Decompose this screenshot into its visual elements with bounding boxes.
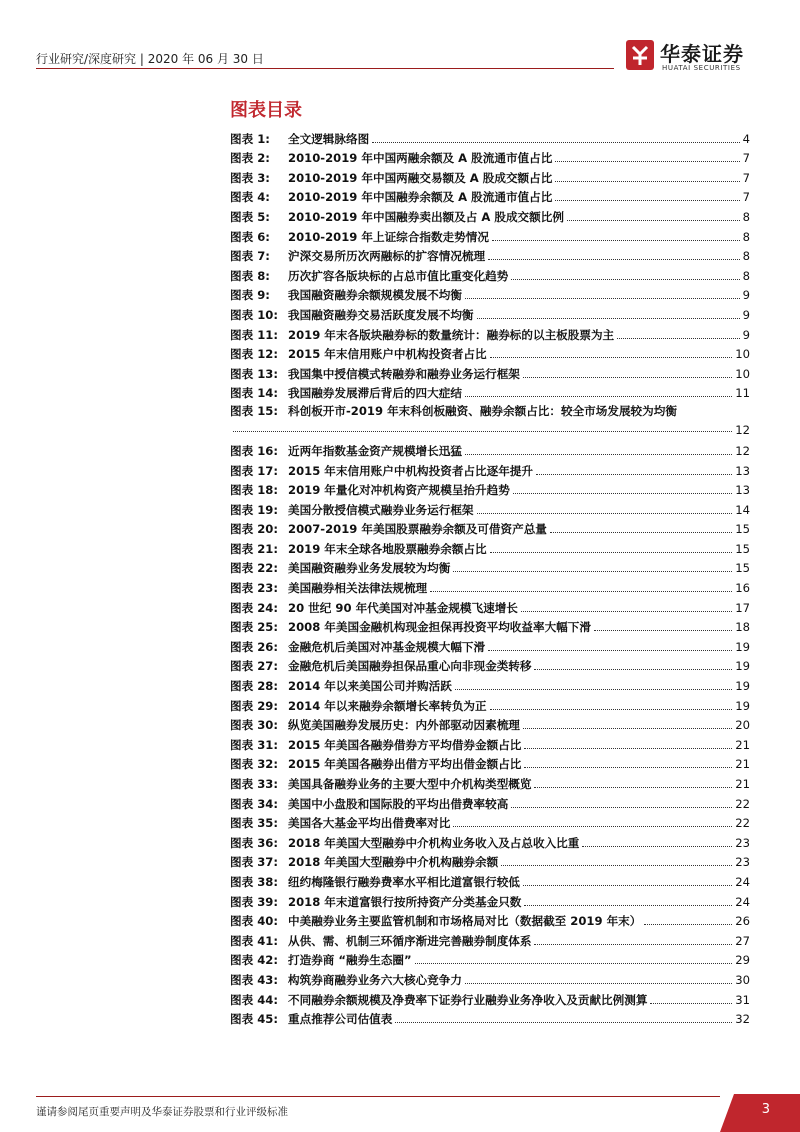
toc-entry-label: 图表 5: xyxy=(230,209,270,224)
toc-entry[interactable] xyxy=(230,146,750,166)
toc-entry[interactable] xyxy=(230,224,750,244)
toc-entry-page: 29 xyxy=(735,953,750,968)
toc-entry-title: 科创板开市-2019 年末科创板融资、融券余额占比：较全市场发展较为均衡 xyxy=(288,404,677,419)
toc-entry-title: 金融危机后美国对冲基金规模大幅下滑 xyxy=(288,639,486,654)
toc-entry-page: 4 xyxy=(742,131,750,146)
toc-entry[interactable] xyxy=(230,928,750,948)
toc-entry-page: 10 xyxy=(735,366,750,381)
toc-entry-page: 23 xyxy=(735,855,750,870)
toc-entry-title: 2015 年末信用账户中机构投资者占比 xyxy=(288,347,487,362)
toc-entry-label: 图表 24: xyxy=(230,600,278,615)
toc-entry[interactable] xyxy=(230,948,750,968)
toc-entry[interactable] xyxy=(230,400,750,438)
toc-entry-label: 图表 35: xyxy=(230,816,278,831)
toc-entry-title: 2015 年美国各融券出借方平均出借金额占比 xyxy=(288,757,522,772)
toc-entry-page: 9 xyxy=(742,288,750,303)
toc-entry-label: 图表 45: xyxy=(230,1012,278,1027)
toc-dot-leader xyxy=(395,1022,732,1023)
toc-entry-page: 7 xyxy=(742,190,750,205)
toc-entry-title: 美国具备融券业务的主要大型中介机构类型概览 xyxy=(288,777,532,791)
toc-entry-title: 2010-2019 年中国两融交易额及 A 股成交额占比 xyxy=(288,170,553,185)
toc-entry-page: 24 xyxy=(735,874,750,889)
toc-entry-label: 图表 34: xyxy=(230,796,278,811)
toc-dot-leader xyxy=(524,767,732,768)
toc-entry-label: 图表 19: xyxy=(230,502,278,517)
page-footer xyxy=(0,1086,800,1132)
toc-entry-title: 全文逻辑脉络图 xyxy=(288,131,370,146)
toc-entry[interactable] xyxy=(230,615,750,635)
toc-entry[interactable] xyxy=(230,752,750,772)
toc-dot-leader xyxy=(550,532,732,533)
toc-entry-page: 7 xyxy=(742,151,750,166)
toc-entry-page: 8 xyxy=(742,229,750,244)
toc-entry-label: 图表 30: xyxy=(230,718,278,733)
toc-entry[interactable] xyxy=(230,575,750,595)
toc-entry[interactable] xyxy=(230,713,750,733)
toc-entry-title: 2015 年美国各融券借券方平均借券金额占比 xyxy=(288,737,522,752)
toc-entry-page: 15 xyxy=(735,522,750,537)
toc-entry-page: 11 xyxy=(735,386,750,401)
toc-entry-label: 图表 44: xyxy=(230,992,278,1007)
toc-entry-label: 图表 38: xyxy=(230,874,278,889)
toc-entry[interactable] xyxy=(230,342,750,362)
toc-entry[interactable] xyxy=(230,204,750,224)
toc-entry-title: 纵览美国融券发展历史：内外部驱动因素梳理 xyxy=(288,718,520,733)
toc-dot-leader xyxy=(555,200,739,201)
toc-dot-leader xyxy=(594,630,732,631)
toc-entry[interactable] xyxy=(230,361,750,381)
toc-entry-label: 图表 32: xyxy=(230,757,278,772)
toc-entry-title: 2018 年美国大型融券中介机构融券余额 xyxy=(288,855,499,870)
toc-dot-leader xyxy=(555,161,739,162)
toc-entry[interactable] xyxy=(230,478,750,498)
toc-dot-leader xyxy=(513,493,732,494)
toc-entry[interactable] xyxy=(230,673,750,693)
toc-title: 图表目录 xyxy=(230,100,302,121)
footer-divider xyxy=(36,1096,720,1097)
toc-entry-title: 历次扩容各版块标的占总市值比重变化趋势 xyxy=(288,268,509,283)
toc-entry-page: 23 xyxy=(735,835,750,850)
toc-entry[interactable] xyxy=(230,967,750,987)
toc-entry-label: 图表 28: xyxy=(230,679,278,694)
toc-dot-leader xyxy=(524,748,732,749)
toc-entry-page: 15 xyxy=(735,541,750,556)
toc-entry-title: 2010-2019 年上证综合指数走势情况 xyxy=(288,229,489,244)
toc-entry-title: 2010-2019 年中国融券余额及 A 股流通市值占比 xyxy=(288,190,553,205)
toc-entry-title: 近两年指数基金资产规模增长迅猛 xyxy=(288,443,462,458)
toc-entry-title: 2010-2019 年中国融券卖出额及占 A 股成交额比例 xyxy=(288,209,564,224)
toc-entry[interactable] xyxy=(230,381,750,401)
toc-entry[interactable] xyxy=(230,165,750,185)
toc-dot-leader xyxy=(582,846,732,847)
company-logo xyxy=(624,36,764,76)
toc-entry-label: 图表 13: xyxy=(230,366,278,381)
huatai-logo-icon xyxy=(624,38,656,72)
toc-dot-leader xyxy=(534,944,732,945)
toc-entry-label: 图表 22: xyxy=(230,561,278,576)
logo-cn-text: 华泰证券 xyxy=(660,42,744,66)
toc-entry-title: 2010-2019 年中国两融余额及 A 股流通市值占比 xyxy=(288,151,553,166)
toc-dot-leader xyxy=(534,787,732,788)
toc-entry[interactable] xyxy=(230,263,750,283)
toc-entry-title: 2019 年末全球各地股票融券余额占比 xyxy=(288,541,487,556)
toc-dot-leader xyxy=(567,220,740,221)
toc-entry-page: 19 xyxy=(735,679,750,694)
toc-entry-title: 2018 年美国大型融券中介机构业务收入及占总收入比重 xyxy=(288,835,580,850)
toc-dot-leader xyxy=(492,240,740,241)
toc-entry-page: 21 xyxy=(735,777,750,791)
toc-dot-leader xyxy=(523,885,732,886)
toc-entry[interactable] xyxy=(230,909,750,929)
toc-entry[interactable] xyxy=(230,987,750,1007)
toc-entry[interactable] xyxy=(230,302,750,322)
toc-entry-page: 9 xyxy=(742,307,750,322)
toc-dot-leader xyxy=(534,669,732,670)
toc-entry-label: 图表 33: xyxy=(230,777,278,791)
toc-dot-leader xyxy=(523,728,732,729)
toc-entry-page: 22 xyxy=(735,796,750,811)
toc-dot-leader xyxy=(523,377,732,378)
toc-entry-title: 2015 年末信用账户中机构投资者占比逐年提升 xyxy=(288,463,533,478)
toc-entry-title: 我国融资融券余额规模发展不均衡 xyxy=(288,288,462,303)
page-number-badge xyxy=(720,1094,800,1132)
toc-entry-label: 图表 25: xyxy=(230,620,278,635)
toc-dot-leader xyxy=(617,338,739,339)
toc-entry-page: 24 xyxy=(735,894,750,909)
toc-entry-title: 2008 年美国金融机构现金担保再投资平均收益率大幅下滑 xyxy=(288,620,591,635)
toc-dot-leader xyxy=(465,396,732,397)
toc-entry-title: 美国中小盘股和国际股的平均出借费率较高 xyxy=(288,796,509,811)
toc-dot-leader xyxy=(555,181,739,182)
toc-entry-page: 19 xyxy=(735,659,750,674)
toc-entry-label: 图表 23: xyxy=(230,581,278,596)
toc-entry-label: 图表 42: xyxy=(230,953,278,968)
toc-entry-page: 12 xyxy=(735,423,750,438)
toc-entry-label: 图表 31: xyxy=(230,737,278,752)
toc-entry-title: 20 世纪 90 年代美国对冲基金规模飞速增长 xyxy=(288,600,518,615)
toc-entry-label: 图表 26: xyxy=(230,639,278,654)
toc-entry[interactable] xyxy=(230,283,750,303)
toc-entry-label: 图表 27: xyxy=(230,659,278,674)
toc-dot-leader xyxy=(430,591,732,592)
toc-entry-title: 2018 年末道富银行按所持资产分类基金只数 xyxy=(288,894,522,909)
toc-entry-label: 图表 37: xyxy=(230,855,278,870)
toc-dot-leader xyxy=(455,689,732,690)
toc-entry-page: 30 xyxy=(735,972,750,987)
toc-entry-label: 图表 21: xyxy=(230,541,278,556)
toc-entry[interactable] xyxy=(230,126,750,146)
toc-entry[interactable] xyxy=(230,1007,750,1027)
toc-entry[interactable] xyxy=(230,654,750,674)
toc-entry[interactable] xyxy=(230,830,750,850)
table-of-figures xyxy=(230,126,750,1026)
toc-entry-title: 沪深交易所历次两融标的扩容情况梳理 xyxy=(288,249,486,264)
toc-entry-title: 构筑券商融券业务六大核心竞争力 xyxy=(288,972,462,987)
toc-entry-page: 15 xyxy=(735,561,750,576)
toc-entry-title: 2014 年以来美国公司并购活跃 xyxy=(288,679,452,694)
toc-entry-page: 8 xyxy=(742,249,750,264)
toc-entry[interactable] xyxy=(230,185,750,205)
toc-entry-page: 27 xyxy=(735,933,750,948)
toc-entry-label: 图表 15: xyxy=(230,404,278,419)
toc-entry[interactable] xyxy=(230,869,750,889)
toc-entry-label: 图表 18: xyxy=(230,483,278,498)
toc-dot-leader xyxy=(501,865,732,866)
toc-dot-leader xyxy=(477,318,740,319)
toc-entry-title: 我国融券发展滞后背后的四大症结 xyxy=(288,386,462,401)
toc-entry-label: 图表 40: xyxy=(230,914,278,929)
toc-dot-leader xyxy=(453,571,732,572)
toc-entry-page: 9 xyxy=(742,327,750,342)
toc-entry-label: 图表 17: xyxy=(230,463,278,478)
toc-entry-page: 31 xyxy=(735,992,750,1007)
toc-entry-label: 图表 29: xyxy=(230,698,278,713)
toc-entry-page: 8 xyxy=(742,209,750,224)
toc-dot-leader xyxy=(477,513,733,514)
toc-entry-page: 19 xyxy=(735,639,750,654)
toc-entry-label: 图表 36: xyxy=(230,835,278,850)
toc-entry-page: 21 xyxy=(735,737,750,752)
toc-dot-leader xyxy=(465,983,732,984)
breadcrumb: 行业研究/深度研究 | 2020 年 06 月 30 日 xyxy=(36,52,264,66)
toc-entry[interactable] xyxy=(230,634,750,654)
toc-entry-page: 14 xyxy=(735,502,750,517)
toc-entry-title: 美国分散授信模式融券业务运行框架 xyxy=(288,502,474,517)
toc-dot-leader xyxy=(524,905,732,906)
toc-entry-page: 16 xyxy=(735,581,750,596)
toc-dot-leader xyxy=(511,807,732,808)
toc-entry-label: 图表 39: xyxy=(230,894,278,909)
page-header xyxy=(36,36,764,76)
toc-entry-label: 图表 2: xyxy=(230,151,270,166)
toc-entry-title: 2007-2019 年美国股票融券余额及可借资产总量 xyxy=(288,522,547,537)
toc-entry-label: 图表 11: xyxy=(230,327,278,342)
toc-entry-title: 2019 年量化对冲机构资产规模呈抬升趋势 xyxy=(288,483,510,498)
toc-entry[interactable] xyxy=(230,771,750,791)
toc-entry-label: 图表 10: xyxy=(230,307,278,322)
toc-entry-label: 图表 4: xyxy=(230,190,270,205)
toc-dot-leader xyxy=(521,611,732,612)
toc-entry-label: 图表 7: xyxy=(230,249,270,264)
toc-entry-title: 中美融券业务主要监管机制和市场格局对比（数据截至 2019 年末） xyxy=(288,914,642,929)
logo-en-text: HUATAI SECURITIES xyxy=(662,64,741,72)
toc-dot-leader xyxy=(233,431,732,432)
toc-entry-label: 图表 12: xyxy=(230,347,278,362)
toc-entry[interactable] xyxy=(230,438,750,458)
page-badge-shape xyxy=(720,1094,800,1132)
toc-entry-title: 美国融资融券业务发展较为均衡 xyxy=(288,561,451,576)
toc-entry-page: 8 xyxy=(742,268,750,283)
toc-entry-title: 重点推荐公司估值表 xyxy=(288,1012,393,1027)
toc-entry-label: 图表 9: xyxy=(230,288,270,303)
toc-entry-page: 26 xyxy=(735,914,750,929)
toc-dot-leader xyxy=(488,650,732,651)
toc-entry[interactable] xyxy=(230,497,750,517)
toc-entry[interactable] xyxy=(230,732,750,752)
toc-entry-title: 我国融资融券交易活跃度发展不均衡 xyxy=(288,307,474,322)
toc-entry-page: 17 xyxy=(735,600,750,615)
toc-entry[interactable] xyxy=(230,693,750,713)
header-divider xyxy=(36,68,614,69)
toc-entry-label: 图表 14: xyxy=(230,386,278,401)
toc-entry[interactable] xyxy=(230,244,750,264)
toc-entry[interactable] xyxy=(230,889,750,909)
toc-entry-title: 美国融券相关法律法规梳理 xyxy=(288,581,428,596)
toc-entry-title: 金融危机后美国融券担保品重心向非现金类转移 xyxy=(288,659,532,674)
toc-dot-leader xyxy=(415,963,733,964)
toc-entry-title: 2014 年以来融券余额增长率转负为正 xyxy=(288,698,487,713)
toc-entry-label: 图表 16: xyxy=(230,443,278,458)
toc-entry-page: 7 xyxy=(742,170,750,185)
disclaimer-text: 谨请参阅尾页重要声明及华泰证券股票和行业评级标准 xyxy=(36,1106,288,1118)
toc-entry-label: 图表 43: xyxy=(230,972,278,987)
toc-entry-label: 图表 20: xyxy=(230,522,278,537)
toc-entry-page: 22 xyxy=(735,816,750,831)
toc-entry[interactable] xyxy=(230,458,750,478)
toc-entry-title: 从供、需、机制三环循序渐进完善融券制度体系 xyxy=(288,933,532,948)
toc-entry-label: 图表 6: xyxy=(230,229,270,244)
toc-entry-label: 图表 41: xyxy=(230,933,278,948)
toc-dot-leader xyxy=(490,709,733,710)
toc-entry-title: 不同融券余额规模及净费率下证券行业融券业务净收入及贡献比例测算 xyxy=(288,992,648,1007)
toc-dot-leader xyxy=(490,552,733,553)
toc-entry-page: 10 xyxy=(735,347,750,362)
toc-dot-leader xyxy=(465,454,732,455)
toc-dot-leader xyxy=(536,474,732,475)
toc-dot-leader xyxy=(511,279,739,280)
toc-entry-label: 图表 1: xyxy=(230,131,270,146)
toc-dot-leader xyxy=(650,1003,732,1004)
toc-entry-page: 21 xyxy=(735,757,750,772)
toc-entry[interactable] xyxy=(230,536,750,556)
toc-entry-page: 20 xyxy=(735,718,750,733)
toc-entry-title: 我国集中授信模式转融券和融券业务运行框架 xyxy=(288,366,520,381)
toc-entry-label: 图表 3: xyxy=(230,170,270,185)
toc-entry-page: 13 xyxy=(735,463,750,478)
toc-entry[interactable] xyxy=(230,850,750,870)
toc-entry[interactable] xyxy=(230,791,750,811)
toc-entry[interactable] xyxy=(230,556,750,576)
toc-entry[interactable] xyxy=(230,595,750,615)
toc-dot-leader xyxy=(372,142,739,143)
toc-entry-page: 12 xyxy=(735,443,750,458)
toc-dot-leader xyxy=(453,826,732,827)
toc-entry-page: 19 xyxy=(735,698,750,713)
toc-entry-title: 纽约梅隆银行融券费率水平相比道富银行较低 xyxy=(288,874,520,889)
toc-dot-leader xyxy=(488,259,740,260)
toc-dot-leader xyxy=(490,357,733,358)
toc-entry-page: 13 xyxy=(735,483,750,498)
page-number: 3 xyxy=(761,1102,770,1117)
toc-entry-title: 2019 年末各版块融券标的数量统计：融券标的以主板股票为主 xyxy=(288,327,615,342)
toc-entry-page: 32 xyxy=(735,1012,750,1027)
toc-entry-label: 图表 8: xyxy=(230,268,270,283)
toc-entry-page: 18 xyxy=(735,620,750,635)
toc-entry[interactable] xyxy=(230,811,750,831)
toc-dot-leader xyxy=(465,298,740,299)
toc-entry[interactable] xyxy=(230,322,750,342)
toc-entry[interactable] xyxy=(230,517,750,537)
toc-entry-title: 打造券商 “融券生态圈” xyxy=(288,953,412,968)
toc-entry-title: 美国各大基金平均出借费率对比 xyxy=(288,816,451,831)
toc-dot-leader xyxy=(644,924,732,925)
